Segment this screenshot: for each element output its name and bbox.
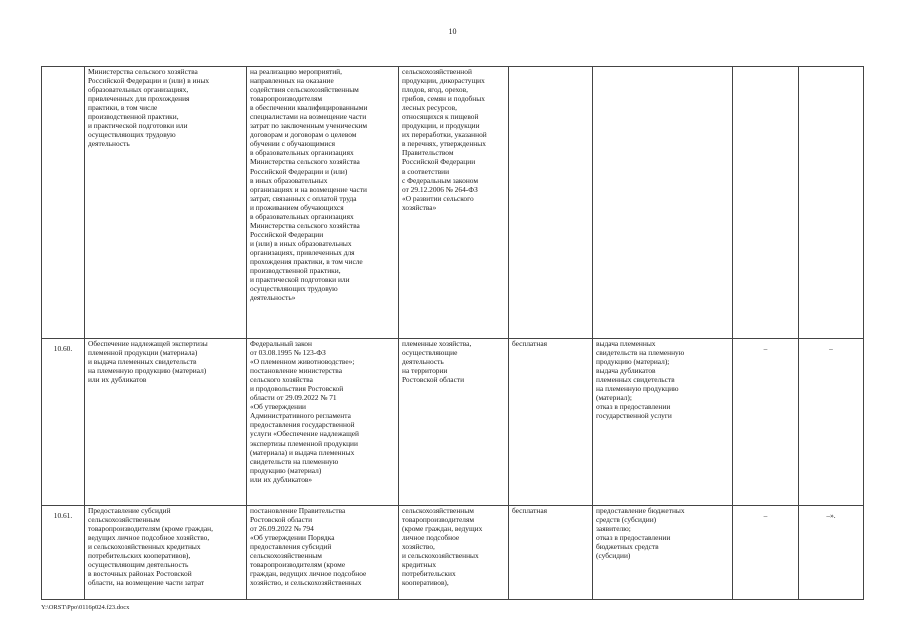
col7 <box>733 67 799 339</box>
col8: – <box>799 339 864 506</box>
row-number <box>42 67 85 339</box>
legal-basis: постановление Правительства Ростовской области от 26.09.2022 № 794 «Об утверждении Порядка предоставления субсидий сельскохозяйственным товаропроизводителям (кроме граждан, ведущих личное подсобное хозяйство, и сельскохозяйственных <box>247 506 399 600</box>
page-number: 10 <box>448 27 457 36</box>
service-name: Обеспечение надлежащей экспертизы племенной продукции (материала) и выдача племенных свидетельств на племенную продукцию (материал) или их дубликатов <box>85 339 247 506</box>
result <box>593 67 733 339</box>
payment: бесплатная <box>509 506 593 600</box>
legal-basis: Федеральный закон от 03.08.1995 № 123-ФЗ «О племенном животноводстве»; постановление министерства сельского хозяйства и продовольствия Ростовской области от 29.09.2022 № 71 «Об утверждении Административного регламента предоставления государственной услуги «Обеспечение надлежащей экспертизы племенной продукции (материала) и выдача племенных свидетельств на племенную продукцию (материал) или их дубликатов» <box>247 339 399 506</box>
services-table <box>41 66 864 600</box>
table-row <box>42 339 864 506</box>
row-number: 10.61. <box>42 506 85 600</box>
payment <box>509 67 593 339</box>
table-row <box>42 506 864 600</box>
result: предоставление бюджетных средств (субсидии) заявителю; отказ в предоставлении бюджетных средств (субсидии) <box>593 506 733 600</box>
recipients: племенные хозяйства, осуществляющие деятельность на территории Ростовской области <box>399 339 509 506</box>
footer-file-path: Y:\ORST\Ppo\0116p024.f23.docx <box>41 604 130 611</box>
row-number: 10.60. <box>42 339 85 506</box>
recipients: сельскохозяйственной продукции, дикорастущих плодов, ягод, орехов, грибов, семян и подобных лесных ресурсов, относящихся к пищевой продукции, и продукции их переработки, указанной в перечнях, утвержденных Правительством Российской Федерации в соответствии с Федеральным законом от 29.12.2006 № 264-ФЗ «О развитии сельского хозяйства» <box>399 67 509 339</box>
payment: бесплатная <box>509 339 593 506</box>
legal-basis: на реализацию мероприятий, направленных на оказание содействия сельскохозяйственным товаропроизводителям в обеспечении квалифицированными специалистами на возмещение части затрат по заключенным ученическим договорам и договорам о целевом обучении с обучающимися в образовательных организациях Министерства сельского хозяйства Российской Федерации и (или) в иных образовательных организациях и на возмещение части затрат, связанных с оплатой труда и проживанием обучающихся в образовательных организациях Министерства сельского хозяйства Российской Федерации и (или) в иных образовательных организациях, привлеченных для прохождения практики, в том числе производственной практики, и практической подготовки или осуществляющих трудовую деятельность» <box>247 67 399 339</box>
col7: – <box>733 506 799 600</box>
col7: – <box>733 339 799 506</box>
recipients: сельскохозяйственным товаропроизводителям (кроме граждан, ведущих личное подсобное хозяйство, и сельскохозяйственных кредитных потребительских кооперативов), <box>399 506 509 600</box>
service-name: Министерства сельского хозяйства Российской Федерации и (или) в иных образовательных организациях, привлеченных для прохождения практики, в том числе производственной практики, и практической подготовки или осуществляющих трудовую деятельность <box>85 67 247 339</box>
table-row <box>42 67 864 339</box>
result: выдача племенных свидетельств на племенную продукцию (материал); выдача дубликатов племенных свидетельств на племенную продукцию (материал); отказ в предоставлении государственной услуги <box>593 339 733 506</box>
col8 <box>799 67 864 339</box>
col8: –». <box>799 506 864 600</box>
service-name: Предоставление субсидий сельскохозяйственным товаропроизводителям (кроме граждан, ведущих личное подсобное хозяйство, и сельскохозяйственных кредитных потребительских кооперативов), осуществляющим деятельность в восточных районах Ростовской области, на возмещение части затрат <box>85 506 247 600</box>
